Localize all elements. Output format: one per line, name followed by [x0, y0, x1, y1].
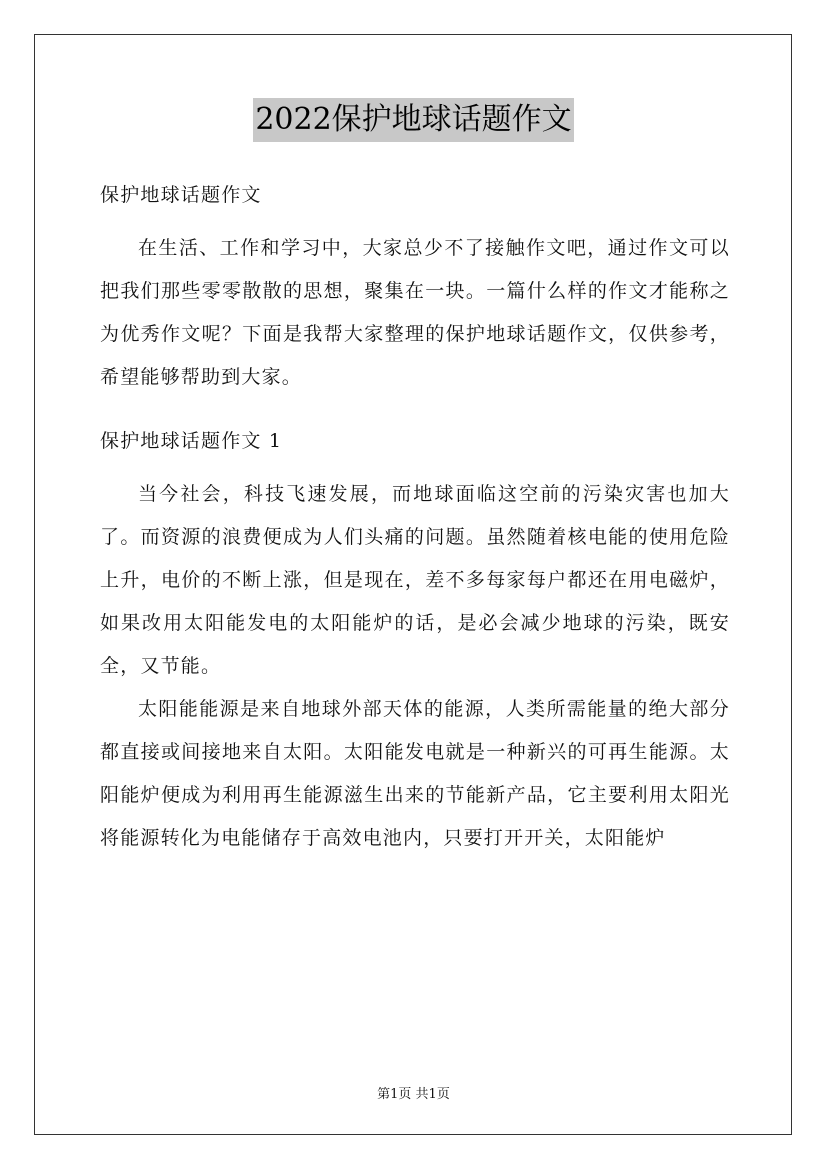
section1-heading: 保护地球话题作文 1 [100, 430, 283, 452]
page-number: 第1页 共1页 [377, 1087, 450, 1102]
section1-paragraph-2: 太阳能能源是来自地球外部天体的能源，人类所需能量的绝大部分都直接或间接地来自太阳。太阳能发电就是一种新兴的可再生能源。太阳能炉便成为利用再生能源滋生出来的节能新产品，它主要利用太阳光将能源转化为电能储存于高效电池内，只要打开开关，太阳能炉 [100, 698, 730, 849]
section1-paragraph-1: 当今社会，科技飞速发展，而地球面临这空前的污染灾害也加大了。而资源的浪费便成为人们头痛的问题。虽然随着核电能的使用危险上升，电价的不断上涨，但是现在，差不多每家每户都还在用电磁炉，如果改用太阳能发电的太阳能炉的话，是必会减少地球的污染，既安全，又节能。 [100, 483, 730, 677]
document-body [100, 174, 730, 860]
intro-heading: 保护地球话题作文 [100, 184, 262, 206]
intro-paragraph: 在生活、工作和学习中，大家总少不了接触作文吧，通过作文可以把我们那些零零散散的思想，聚集在一块。一篇什么样的作文才能称之为优秀作文呢？下面是我帮大家整理的保护地球话题作文，仅供参考，希望能够帮助到大家。 [100, 237, 730, 388]
title-container [0, 98, 827, 142]
page-footer [0, 1083, 827, 1102]
document-title: 2022保护地球话题作文 [253, 98, 573, 142]
